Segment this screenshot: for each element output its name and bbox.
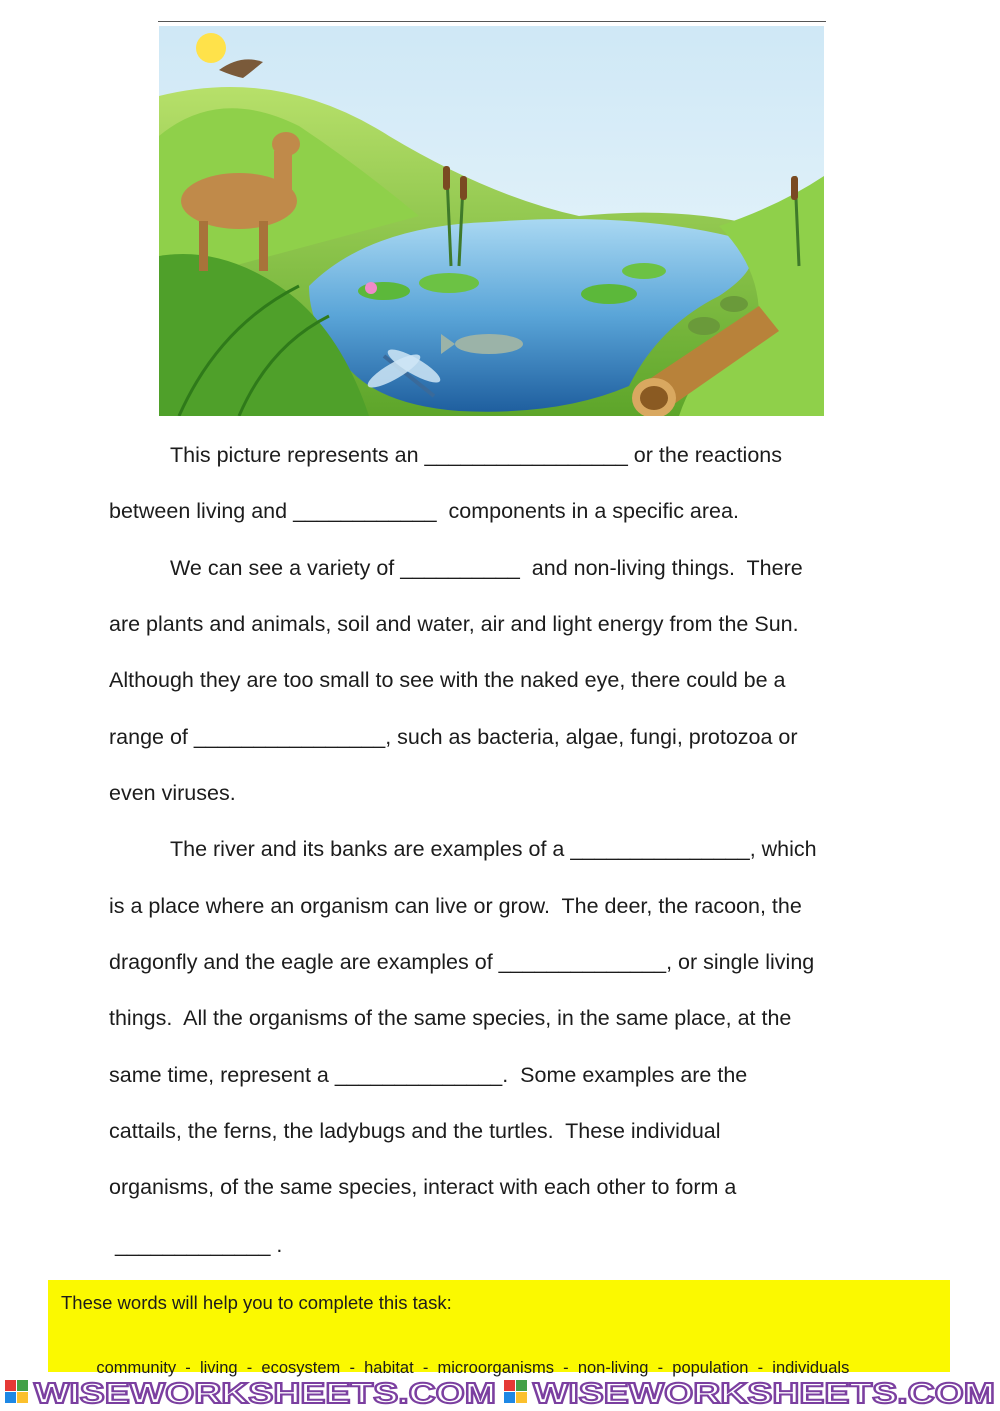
blank-living[interactable]: __________	[400, 556, 520, 580]
blank-community[interactable]: _____________	[114, 1233, 271, 1257]
footer-brand-text-2: WISEWORKSHEETS.COM	[533, 1378, 995, 1410]
paragraph-2-line-4: range of ________________, such as bacteria, algae, fungi, protozoa or	[109, 725, 798, 749]
word-separator: -	[553, 1359, 578, 1377]
word-bank	[48, 1280, 950, 1377]
footer-brand-text: WISEWORKSHEETS.COM	[34, 1378, 496, 1410]
wiseworksheets-logo-icon	[5, 1380, 28, 1403]
paragraph-1-line-1: This picture represents an _________________ or the reactions	[170, 443, 782, 467]
fish-icon	[455, 334, 523, 354]
word-separator: -	[340, 1359, 365, 1377]
paragraph-3-line-3: dragonfly and the eagle are examples of ______________, or single living	[109, 950, 815, 974]
blank-ecosystem[interactable]: _________________	[424, 443, 628, 467]
word-living: living	[199, 1359, 238, 1377]
blank-individuals[interactable]: ______________	[498, 950, 667, 974]
word-habitat: habitat	[364, 1359, 414, 1377]
footer-watermark	[0, 1373, 1000, 1411]
paragraph-2-line-5: even viruses.	[109, 781, 236, 805]
word-population: population	[672, 1359, 749, 1377]
word-microorganisms: microorganisms	[437, 1359, 554, 1377]
paragraph-3-line-8: _____________ .	[114, 1233, 283, 1257]
turtle-icon	[688, 317, 720, 335]
word-community: community	[96, 1359, 177, 1377]
blank-habitat[interactable]: _______________	[570, 837, 750, 861]
paragraph-3-line-6: cattails, the ferns, the ladybugs and the turtles. These individual	[109, 1119, 721, 1143]
word-bank-title: These words will help you to complete this task:	[61, 1292, 452, 1313]
paragraph-1-line-2: between living and ____________ components in a specific area.	[109, 499, 739, 523]
blank-population[interactable]: ______________	[334, 1063, 503, 1087]
paragraph-2-line-1: We can see a variety of __________ and non-living things. There	[170, 556, 803, 580]
paragraph-3-line-4: things. All the organisms of the same species, in the same place, at the	[109, 1006, 792, 1030]
paragraph-2-line-2: are plants and animals, soil and water, air and light energy from the Sun.	[109, 612, 799, 636]
word-separator: -	[748, 1359, 773, 1377]
blank-microorganisms[interactable]: ________________	[193, 725, 386, 749]
word-non-living: non-living	[577, 1359, 649, 1377]
ecosystem-illustration	[159, 26, 824, 416]
word-ecosystem: ecosystem	[261, 1359, 341, 1377]
word-separator: -	[176, 1359, 200, 1377]
word-individuals: individuals	[772, 1359, 850, 1377]
sun-icon	[196, 33, 226, 63]
word-separator: -	[413, 1359, 438, 1377]
wiseworksheets-logo-icon-2	[504, 1380, 527, 1403]
paragraph-3-line-1: The river and its banks are examples of a _______________, which	[170, 837, 817, 861]
top-rule	[158, 21, 826, 22]
paragraph-3-line-7: organisms, of the same species, interact with each other to form a	[109, 1175, 737, 1199]
paragraph-3-line-5: same time, represent a ______________. Some examples are the	[109, 1063, 748, 1087]
word-separator: -	[237, 1359, 262, 1377]
paragraph-2-line-3: Although they are too small to see with the naked eye, there could be a	[109, 668, 786, 692]
paragraph-3-line-2: is a place where an organism can live or grow. The deer, the racoon, the	[109, 894, 802, 918]
blank-non-living[interactable]: ____________	[293, 499, 437, 523]
word-separator: -	[648, 1359, 673, 1377]
